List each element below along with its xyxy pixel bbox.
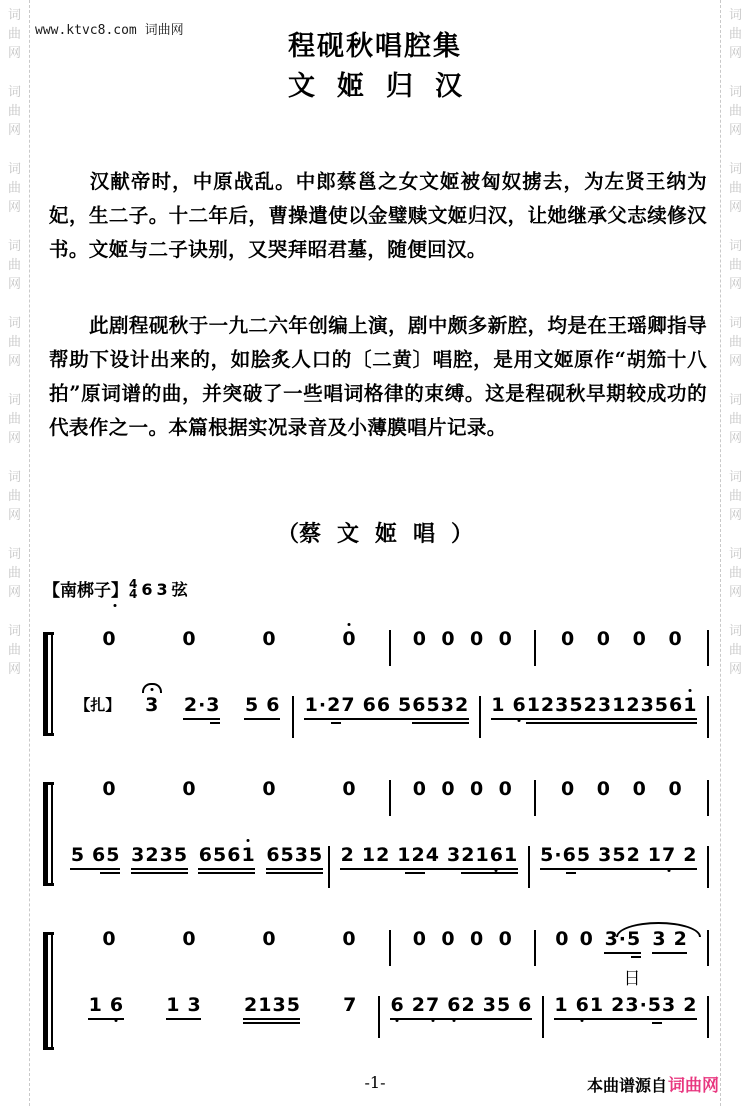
vocal-staff [59, 628, 709, 668]
note-group: 2 1 6 1 [461, 844, 518, 873]
instrumental-staff [59, 994, 709, 1040]
instrumental-staff [59, 844, 709, 890]
system-bracket-icon [43, 932, 54, 1050]
measure [59, 778, 389, 800]
note-group: 5 6 [496, 994, 531, 1023]
note-group: 3 [145, 694, 159, 723]
site-url-text: www.ktvc8.com [35, 23, 137, 38]
rest-note: 0 [668, 628, 682, 650]
rest-note: 0 [470, 778, 484, 800]
page-title: 文姬归汉 [288, 71, 484, 102]
note-group: 7 [343, 994, 357, 1016]
measure [536, 628, 707, 650]
rest-note: 0 [102, 628, 116, 650]
note-group: 2 1 [340, 844, 375, 873]
note-group: 1 6 [554, 994, 589, 1023]
barline [707, 930, 709, 966]
note-group: 1 6 [491, 694, 526, 723]
note-group: 6 2 [390, 994, 425, 1023]
note-group: 1 2 3 5 [526, 694, 583, 723]
watermark-block: 词 曲 网 [7, 316, 21, 369]
intro-paragraph-1 [49, 165, 707, 267]
watermark-block: 词 曲 网 [728, 547, 742, 600]
rest-note: 0 [596, 628, 611, 650]
rest-note: 0 [262, 928, 276, 950]
rest-note: 0 [441, 778, 455, 800]
watermark-block: 词 曲 网 [7, 547, 21, 600]
page-number: -1- [364, 1073, 386, 1092]
barline [707, 996, 709, 1038]
measure [536, 928, 707, 957]
rest-note: 0 [498, 628, 512, 650]
rest-note: 0 [342, 778, 356, 800]
system-bracket-icon [43, 782, 54, 886]
intro-paragraph-2-text: 此剧程砚秋于一九二六年创编上演，剧中颇多新腔，均是在王瑶卿指导帮助下设计出来的，如脍炙人口的〔二黄〕唱腔，是用文姬原作“胡笳十八拍”原词谱的曲，并突破了一些唱词格律的束缚。这是程砚秋早期较成功的代表作之一。本篇根据实况录音及小薄膜唱片记录。 [49, 313, 707, 439]
note-group: 7 6 [426, 994, 461, 1023]
measure [59, 694, 292, 723]
performer-verb: 唱 [413, 521, 452, 547]
note-group: 3 · 5 [604, 928, 641, 957]
note-group: 7 2 [662, 844, 697, 873]
measure [294, 694, 479, 723]
vocal-staff [59, 928, 709, 968]
mode-label: 【南梆子】 [43, 581, 128, 601]
measure [520, 968, 707, 990]
intro-paragraph-2 [49, 309, 707, 445]
watermark-block: 词 曲 网 [728, 316, 742, 369]
note-group: 5 6 [244, 694, 279, 723]
tuning-note-2: 3 [156, 580, 168, 599]
meter-numerator: 4 [129, 576, 138, 591]
watermark-block: 词 曲 网 [7, 85, 21, 138]
watermark-block: 词 曲 网 [728, 393, 742, 446]
performer-close-paren: ） [451, 521, 474, 547]
note-group: 3 2 [662, 994, 697, 1023]
watermark-block: 词 曲 网 [7, 393, 21, 446]
lyric-character: 日 [623, 969, 641, 989]
barline [707, 630, 709, 666]
rest-note: 0 [102, 928, 116, 950]
rest-note: 0 [560, 628, 575, 650]
note-group: 7 6 [341, 694, 376, 723]
note-group: 3 · 5 [625, 994, 662, 1023]
measure [391, 778, 534, 800]
lyric-staff [59, 968, 709, 994]
performer-name: 蔡文姬 [298, 521, 413, 547]
score-header [43, 576, 188, 601]
site-name-text: 词曲网 [144, 23, 184, 38]
note-group: 2 3 [461, 994, 496, 1023]
measure [380, 994, 542, 1023]
performer-open-paren: （ [276, 521, 299, 547]
measure [330, 844, 528, 873]
system-bracket-icon [43, 632, 54, 736]
tuning-indication [141, 577, 187, 600]
note-group: 1 6 [88, 994, 123, 1023]
watermark-block: 词 曲 网 [728, 470, 742, 523]
barline-spacer [707, 970, 709, 992]
document-page [31, 0, 719, 1106]
tuning-note-1: 6 [141, 580, 153, 599]
barline [707, 780, 709, 816]
measure [59, 628, 389, 650]
vocal-staff [59, 778, 709, 818]
measure [544, 994, 707, 1023]
rest-note: 0 [412, 928, 426, 950]
rest-note: 0 [470, 928, 484, 950]
rest-note: 0 [412, 778, 426, 800]
percussion-marking: 【扎】 [75, 696, 121, 714]
rest-note: 0 [668, 778, 682, 800]
barline-spacer [389, 970, 391, 992]
rest-note: 0 [262, 778, 276, 800]
source-note: 本曲谱源自 [586, 1076, 667, 1095]
measure [530, 844, 707, 873]
watermark-block: 词 曲 网 [7, 8, 21, 61]
rest-note: 0 [579, 928, 593, 950]
watermark-block: 词 曲 网 [728, 8, 742, 61]
note-group: 1 3 [166, 994, 201, 1023]
note-group: 6 5 6 1 [198, 844, 255, 873]
music-system-1 [43, 628, 709, 740]
watermark-block: 词 曲 网 [728, 85, 742, 138]
watermark-block: 词 曲 网 [7, 239, 21, 292]
rest-note: 0 [182, 928, 196, 950]
rest-note: 0 [441, 928, 455, 950]
rest-note: 0 [182, 628, 196, 650]
rest-note: 0 [560, 778, 575, 800]
rest-note: 0 [342, 928, 356, 950]
rest-note: 0 [102, 778, 116, 800]
watermark-block: 词 曲 网 [7, 624, 21, 677]
rest-note: 0 [498, 778, 512, 800]
watermark-block: 词 曲 网 [7, 162, 21, 215]
measure [59, 928, 389, 950]
note-group: 2 1 2 [376, 844, 426, 873]
watermark-strip-right [720, 0, 750, 1106]
rest-note: 0 [470, 628, 484, 650]
note-group: 3 2 [652, 928, 687, 957]
rest-note: 0 [632, 778, 646, 800]
source-brand: 词曲网 [668, 1076, 719, 1096]
music-system-2 [43, 778, 709, 890]
measure [59, 844, 328, 873]
watermark-strip-left [0, 0, 30, 1106]
collection-title: 程砚秋唱腔集 [288, 31, 462, 62]
note-group: 2 · 3 [183, 694, 220, 723]
meter-denominator: 4 [129, 586, 138, 601]
measure [391, 628, 534, 650]
rest-note: 0 [632, 628, 646, 650]
rest-note: 0 [412, 628, 426, 650]
rest-note: 0 [342, 628, 356, 650]
note-group: 5 3 5 [576, 844, 626, 873]
barline [707, 846, 709, 888]
watermark-block: 词 曲 网 [7, 470, 21, 523]
note-group: 6 5 3 5 [266, 844, 323, 873]
note-group: 5 6 5 [70, 844, 120, 873]
measure [481, 694, 707, 723]
watermark-block: 词 曲 网 [728, 162, 742, 215]
note-group: 2 1 [626, 844, 661, 873]
measure [391, 928, 534, 950]
measure [59, 994, 378, 1023]
lyric-staff [59, 818, 709, 844]
note-group: 6 5 [376, 694, 411, 723]
measure [536, 778, 707, 800]
watermark-block: 词 曲 网 [728, 624, 742, 677]
note-group: 4 3 [425, 844, 460, 873]
rest-note: 0 [596, 778, 611, 800]
note-group: 2 3 1 2 [583, 694, 640, 723]
note-group: 3 2 3 5 [131, 844, 188, 873]
rest-note: 0 [498, 928, 512, 950]
time-signature [129, 576, 138, 601]
note-group: 5 · 6 [540, 844, 577, 873]
rest-note: 0 [441, 628, 455, 650]
fermata-icon [142, 683, 162, 693]
performer-attribution [31, 517, 719, 548]
rest-note: 0 [555, 928, 569, 950]
note-group: 3 5 6 1 [640, 694, 697, 723]
music-system-3 [43, 928, 709, 1054]
barline [707, 696, 709, 738]
note-group: 2 1 3 5 [243, 994, 300, 1023]
rest-note: 0 [182, 778, 196, 800]
rest-note: 0 [262, 628, 276, 650]
instrumental-staff [59, 694, 709, 740]
tuning-label: 弦 [171, 580, 188, 599]
watermark-block: 词 曲 网 [728, 239, 742, 292]
note-group: 6 5 3 2 [412, 694, 469, 723]
note-group: 1 2 [589, 994, 624, 1023]
intro-paragraph-1-text: 汉献帝时，中原战乱。中郎蔡邕之女文姬被匈奴掳去，为左贤王纳为妃，生二子。十二年后，曹操遣使以金璧赎文姬归汉，让她继承父志续修汉书。文姬与二子诀别，又哭拜昭君墓，随便回汉。 [49, 169, 707, 261]
note-group: 1 · 2 [304, 694, 341, 723]
